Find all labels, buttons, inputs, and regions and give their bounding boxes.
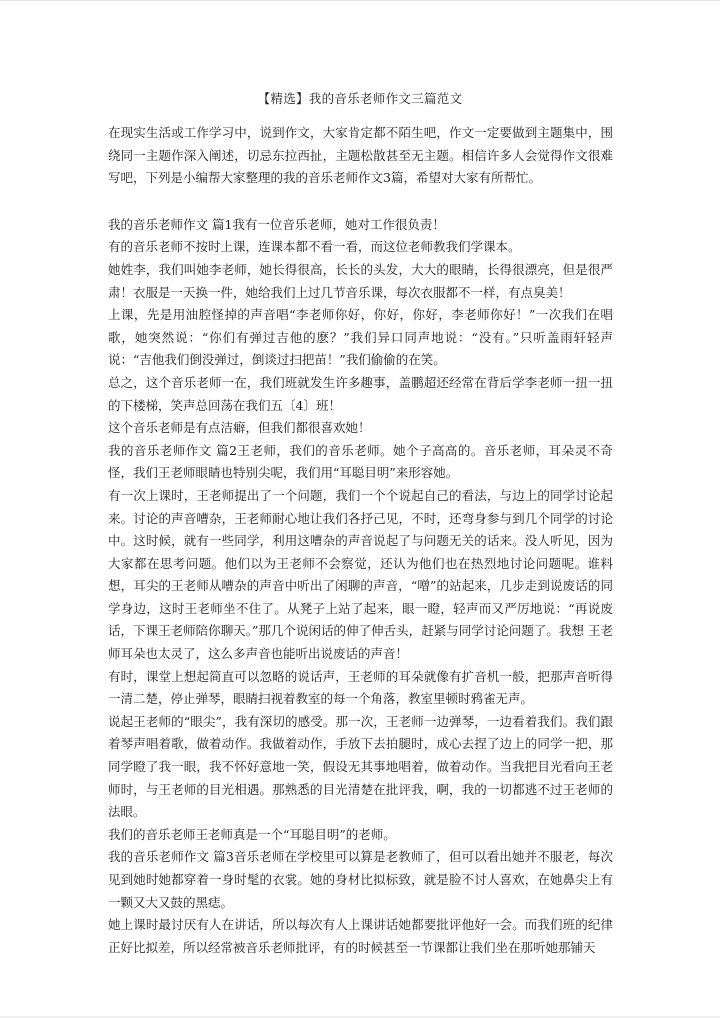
- page-top-edge: [0, 0, 720, 1]
- paragraph-gap: [108, 190, 613, 214]
- document-body: [108, 122, 613, 959]
- essay2-heading-line: 我的音乐老师作文 篇2王老师，我们的音乐老师。她个子高高的。音乐老师，耳朵灵不奇怪，我们王老师眼睛也特别尖呢，我们用“耳聪目明”来形容她。: [108, 442, 613, 481]
- body-paragraph: 总之，这个音乐老师一在，我们班就发生许多趣事，盖鹏超还经常在背后学李老师一扭一扭的下楼梯，笑声总回荡在我们五〔4〕班！: [108, 374, 613, 413]
- body-paragraph: 有一次上课时，王老师提出了一个问题，我们一个个说起自己的看法，与边上的同学讨论起来。讨论的声音嘈杂，王老师耐心地让我们各抒己见，不时，还弯身参与到几个同学的讨论中。这时候，就有一些同学，利用这嘈杂的声音说起了与问题无关的话来。没人听见，因为大家都在思考问题。他们以为王老师不会察觉，还认为他们也在热烈地讨论问题呢。谁料想，耳尖的王老师从嘈杂的声音中听出了闲聊的声音，“噌”的站起来，几步走到说废话的同学身边，这时王老师坐不住了。从凳子上站了起来，眼一瞪，轻声而又严厉地说：“再说废话，下课王老师陪你聊天。”那几个说闲话的伸了伸舌头，赶紧与同学讨论问题了。我想 王老师耳朵也太灵了，这么多声音也能听出说废话的声音！: [108, 487, 613, 662]
- essay1-heading-line: 我的音乐老师作文 篇1我有一位音乐老师，她对工作很负责！: [108, 216, 445, 232]
- body-paragraph: 我们的音乐老师王老师真是一个“耳聪目明”的老师。: [108, 826, 396, 842]
- body-paragraph: 有时，课堂上想起简直可以忽略的说话声，王老师的耳朵就像有扩音机一般，把那声音听得一清二楚，停止弹琴，眼睛扫视着教室的每一个角落，教室里顿时鸦雀无声。: [108, 668, 613, 707]
- body-paragraph: 这个音乐老师是有点洁癖，但我们都很喜欢她！: [108, 420, 371, 436]
- document-title: 【精选】我的音乐老师作文三篇范文: [257, 91, 463, 106]
- body-paragraph: 她上课时最讨厌有人在讲话，所以每次有人上课讲话她都要批评他好一会。而我们班的纪律正好比拟差，所以经常被音乐老师批评，有的时候甚至一节课都让我们坐在那听她那铺天: [108, 917, 613, 955]
- essay3-heading-line: 我的音乐老师作文 篇3音乐老师在学校里可以算是老教师了，但可以看出她并不服老，每次见到她时她都穿着一身时髦的衣裳。她的身材比拟标致，就是脸不讨人喜欢，在她鼻尖上有一颗又大又鼓的黑痣。: [108, 849, 613, 910]
- body-paragraph: 她姓李，我们叫她李老师，她长得很高，长长的头发，大大的眼睛，长得很漂亮，但是很严肃！衣服是一天换一件，她给我们上过几节音乐课，每次衣服都不一样，有点臭美！: [108, 261, 613, 300]
- body-paragraph: 有的音乐老师不按时上课，连课本都不看一看，而这位老师教我们学课本。: [108, 239, 521, 255]
- body-paragraph: 说起王老师的“眼尖”，我有深切的感受。那一次，王老师一边弹琴，一边看着我们。我们跟着琴声唱着歌，做着动作。我做着动作，手放下去拍腿时，成心去捏了边上的同学一把，那同学瞪了我一眼，我不怀好意地一笑，假设无其事地唱着，做着动作。当我把目光看向王老师时，与王老师的目光相遇。那熟悉的目光清楚在批评我，啊，我的一切都逃不过王老师的法眼。: [108, 713, 613, 820]
- body-paragraph: 上课，先是用油腔怪掉的声音唱“李老师你好，你好，你好，李老师你好！”一次我们在唱歌，她突然说：“你们有弹过吉他的麽？”我们异口同声地说：“没有。”只听盖雨轩轻声说：“吉他我们倒没弹过，倒谈过扫把苗！”我们偷偷的在笑。: [108, 307, 613, 368]
- intro-paragraph: 在现实生活或工作学习中，说到作文，大家肯定都不陌生吧，作文一定要做到主题集中，围绕同一主题作深入阐述，切忌东拉西扯，主题松散甚至无主题。相信许多人会觉得作文很难写吧，下列是小编帮大家整理的我的音乐老师作文3篇，希望对大家有所帮忙。: [108, 125, 613, 186]
